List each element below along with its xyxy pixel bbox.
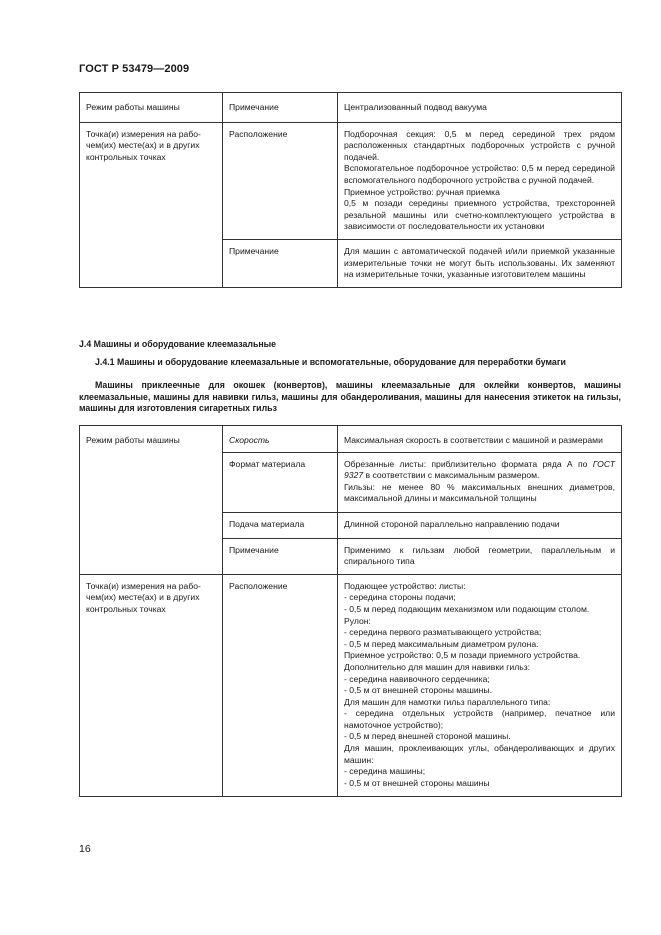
cell-vacuum-text: Централизованный подвод вакуума (338, 93, 622, 123)
location-line: Подборочная секция: 0,5 м перед серединой трех рядом расположенных стандартных подборочных устройств с ручной подачей. (344, 128, 615, 162)
cell-measurement-points: Точка(и) измерения на рабо-чем(их) месте(ах) и в других контрольных точках (80, 574, 223, 797)
table-measurement-vacuum (79, 92, 622, 288)
location-line: - середина стороны подачи; (344, 592, 456, 603)
location-line: 0,5 м позади середины приемного устройства, трехсторонней резальной машины или счетно-комплектующего устройства в зависимости от последовательности их установки (344, 198, 615, 232)
location-line: - 0,5 м перед максимальным диаметром рулона. (344, 638, 539, 649)
cell-mode-label: Режим работы машины (80, 426, 223, 575)
location-line: Для машин для намотки гильз параллельного типа: (344, 696, 551, 707)
standard-reference: ГОСТ 9327 (344, 458, 615, 481)
cell-location-text (338, 122, 622, 239)
page-number: 16 (79, 843, 91, 855)
cell-note-label: Примечание (223, 239, 338, 287)
format-text-b: в соответствии с максимальным размером. (363, 470, 540, 481)
cell-note-text: Применимо к гильзам любой геометрии, параллельным и спирального типа (338, 538, 622, 574)
cell-note-label: Примечание (223, 93, 338, 123)
cell-location-label: Расположение (223, 574, 338, 797)
cell-feed-text: Длинной стороной параллельно направлению подачи (338, 512, 622, 538)
table-row (80, 122, 622, 239)
table-gluing-machines (79, 425, 622, 797)
section-j4-title: J.4 Машины и оборудование клеемазальные (79, 339, 277, 349)
location-line: - 0,5 м от внешней стороны машины. (344, 685, 492, 696)
cell-measurement-points: Точка(и) измерения на рабо-чем(их) месте(ах) и в других контрольных точках (80, 122, 223, 287)
cell-speed-text: Максимальная скорость в соответствии с машиной и размерами (338, 426, 622, 453)
location-line: - середина машины; (344, 766, 426, 777)
location-line: - середина первого разматывающего устройства; (344, 627, 542, 638)
format-text-a: Обрезанные листы: приблизительно формата ряда А по (344, 458, 593, 469)
location-line: - 0,5 м перед подающим механизмом или подающим столом. (344, 603, 590, 614)
location-line: - середина отдельных устройств (например, печатное или намоточное устройство); (344, 708, 615, 730)
table-row (80, 574, 622, 797)
cell-note-label: Примечание (223, 538, 338, 574)
cell-feed-label: Подача материала (223, 512, 338, 538)
format-text-c: Гильзы: не менее 80 % максимальных внешних диаметров, максимальной длины и максимальной толщины (344, 481, 615, 504)
cell-format-label: Формат материала (223, 452, 338, 512)
location-line: - 0,5 м от внешней стороны машины (344, 777, 490, 788)
location-line: - 0,5 м перед внешней стороной машины. (344, 731, 511, 742)
location-line: Подающее устройство: листы: (344, 580, 466, 591)
table-row (80, 93, 622, 123)
cell-format-text (338, 452, 622, 512)
section-j41-title: J.4.1 Машины и оборудование клеемазальные и вспомогательные, оборудование для переработки бумаги (95, 357, 566, 367)
section-machines-list: Машины приклеечные для окошек (конвертов), машины клеемазальные для оклейки конвертов, машины клеемазальные, машины для навивки гильз, машины для обандероливания, машины для нанесения этикеток на гильзы, машины для изготовления сигаретных гильз (79, 380, 621, 413)
table-row (80, 426, 622, 453)
location-line: - середина навивочного сердечника; (344, 673, 490, 684)
cell-mode-label: Режим работы машины (80, 93, 223, 123)
cell-note-text: Для машин с автоматической подачей и/или приемкой указанные измерительные точки не могут быть использованы. Их заменяют на измерительные точки, указанные изготовителем машины (338, 239, 622, 287)
location-line: Вспомогательное подборочное устройство: 0,5 м перед серединой вспомогательного подборочного устройства с ручной подачей. (344, 163, 615, 185)
location-line: Приемное устройство: ручная приемка (344, 186, 500, 197)
document-header: ГОСТ Р 53479—2009 (79, 63, 190, 75)
location-line: Рулон: (344, 615, 371, 626)
cell-location-label: Расположение (223, 122, 338, 239)
location-line: Для машин, проклеивающих углы, обандероливающих и других машин: (344, 743, 615, 765)
cell-speed-label: Скорость (223, 426, 338, 453)
location-line: Дополнительно для машин для навивки гильз: (344, 661, 531, 672)
cell-location-text (338, 574, 622, 797)
location-line: Приемное устройство: 0,5 м позади приемного устройства. (344, 650, 581, 661)
